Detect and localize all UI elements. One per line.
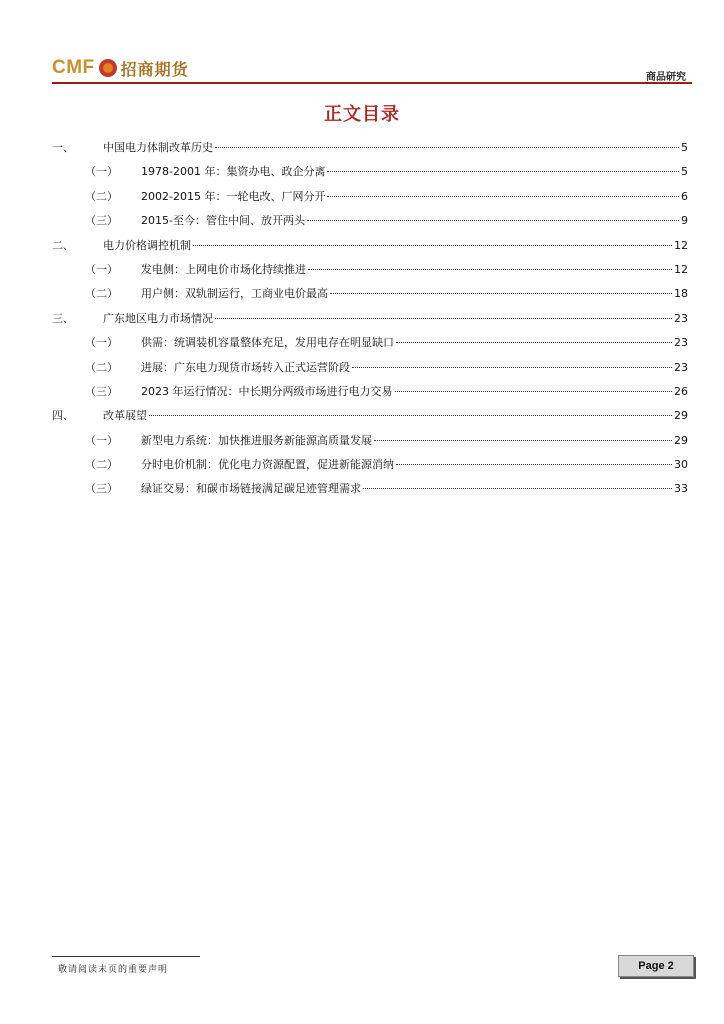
toc-entry[interactable] (52, 404, 688, 428)
toc-entry-line (141, 263, 688, 277)
toc-entry-page: 5 (681, 141, 688, 154)
toc-dot-leader (307, 220, 679, 221)
toc-entry-title: 供需：统调装机容量整体充足，发用电存在明显缺口 (141, 336, 394, 350)
toc-entry-line (141, 458, 688, 472)
toc-entry-title: 中国电力体制改革历史 (103, 141, 213, 154)
table-of-contents (52, 136, 688, 502)
toc-entry-page: 18 (674, 287, 688, 301)
logo-seal-icon (99, 59, 117, 77)
footer-divider (52, 956, 200, 957)
toc-entry[interactable] (52, 234, 688, 258)
toc-entry-page: 5 (681, 165, 688, 179)
toc-dot-leader (215, 318, 672, 319)
page-header (52, 56, 692, 84)
toc-entry-page: 6 (681, 189, 688, 203)
toc-entry-title: 进展：广东电力现货市场转入正式运营阶段 (141, 360, 350, 374)
toc-dot-leader (327, 171, 679, 172)
toc-entry[interactable] (52, 380, 688, 404)
toc-entry-title: 绿证交易：和碳市场链接满足碳足迹管理需求 (141, 482, 361, 496)
toc-entry-line (141, 361, 688, 375)
toc-entry[interactable] (52, 282, 688, 306)
toc-entry-number: （二） (85, 189, 118, 203)
toc-entry-number: （一） (85, 165, 118, 179)
toc-entry[interactable] (52, 356, 688, 380)
toc-entry-title: 新型电力系统：加快推进服务新能源高质量发展 (141, 433, 372, 447)
toc-entry-page: 26 (674, 384, 688, 398)
toc-entry[interactable] (52, 453, 688, 477)
toc-entry-line (141, 385, 688, 399)
toc-entry-line (141, 482, 688, 496)
toc-entry[interactable] (52, 258, 688, 282)
toc-entry-title: 2002-2015 年：一轮电改、厂网分开 (141, 189, 326, 203)
toc-entry-page: 29 (674, 433, 688, 447)
toc-entry-number: 一、 (52, 141, 74, 154)
toc-entry[interactable] (52, 185, 688, 209)
toc-entry-line (141, 434, 688, 448)
toc-entry[interactable] (52, 209, 688, 233)
toc-entry-number: 二、 (52, 238, 74, 252)
toc-title: 正文目录 (324, 104, 400, 125)
toc-entry-title: 用户侧：双轨制运行，工商业电价最高 (141, 287, 328, 301)
logo-cmf-text: CMF (52, 57, 95, 78)
toc-entry-number: （一） (85, 433, 118, 447)
toc-dot-leader (308, 269, 672, 270)
toc-entry-number: （一） (85, 336, 118, 350)
toc-entry-line (141, 287, 688, 301)
section-label: 商品研究 (646, 72, 686, 83)
toc-entry-title: 广东地区电力市场情况 (103, 311, 213, 325)
toc-entry-page: 29 (674, 409, 688, 423)
toc-entry-page: 33 (674, 482, 688, 496)
toc-entry-title: 1978-2001 年：集资办电、政企分离 (141, 165, 326, 179)
toc-entry-line (141, 165, 688, 179)
toc-entry-page: 23 (674, 360, 688, 374)
toc-entry-page: 30 (674, 458, 688, 472)
toc-entry-title: 分时电价机制：优化电力资源配置，促进新能源消纳 (141, 458, 394, 472)
toc-dot-leader (395, 391, 673, 392)
toc-dot-leader (330, 293, 672, 294)
toc-entry-line (103, 141, 688, 155)
toc-entry-line (103, 312, 688, 326)
toc-dot-leader (363, 488, 672, 489)
toc-entry-title: 电力价格调控机制 (103, 238, 191, 252)
toc-entry-number: 三、 (52, 311, 74, 325)
toc-dot-leader (396, 342, 672, 343)
toc-entry-line (141, 214, 688, 228)
toc-entry-number: （一） (85, 262, 118, 276)
toc-entry[interactable] (52, 429, 688, 453)
page-number-badge: Page 2 (618, 955, 694, 977)
toc-entry-page: 9 (681, 214, 688, 228)
toc-entry[interactable] (52, 136, 688, 160)
toc-entry-page: 23 (674, 311, 688, 325)
toc-entry-page: 12 (674, 238, 688, 252)
toc-entry-number: （二） (85, 360, 118, 374)
toc-entry-title: 2015-至今：管住中间、放开两头 (141, 214, 305, 228)
toc-dot-leader (374, 440, 672, 441)
toc-dot-leader (149, 415, 672, 416)
toc-entry[interactable] (52, 331, 688, 355)
footer-disclaimer: 敬请阅读末页的重要声明 (58, 965, 169, 975)
toc-entry-line (141, 190, 688, 204)
toc-entry-number: （三） (85, 214, 118, 228)
header-divider (52, 82, 692, 84)
toc-dot-leader (215, 147, 679, 148)
toc-dot-leader (193, 245, 672, 246)
toc-entry-number: （三） (85, 384, 118, 398)
toc-dot-leader (352, 367, 672, 368)
toc-entry-number: （二） (85, 458, 118, 472)
toc-entry-page: 23 (674, 336, 688, 350)
toc-entry-number: （二） (85, 287, 118, 301)
toc-dot-leader (327, 196, 679, 197)
toc-entry-number: （三） (85, 482, 118, 496)
toc-entry-line (141, 336, 688, 350)
toc-entry-page: 12 (674, 262, 688, 276)
company-logo (52, 56, 189, 80)
toc-entry-title: 改革展望 (103, 409, 147, 423)
toc-entry-number: 四、 (52, 409, 74, 423)
toc-entry[interactable] (52, 477, 688, 501)
toc-entry-title: 2023 年运行情况：中长期分两级市场进行电力交易 (141, 384, 393, 398)
toc-entry-title: 发电侧：上网电价市场化持续推进 (141, 262, 306, 276)
toc-entry[interactable] (52, 307, 688, 331)
toc-entry-line (103, 239, 688, 253)
logo-chinese-text: 招商期货 (120, 59, 189, 79)
toc-entry[interactable] (52, 160, 688, 184)
toc-dot-leader (396, 464, 672, 465)
toc-entry-line (103, 409, 688, 423)
